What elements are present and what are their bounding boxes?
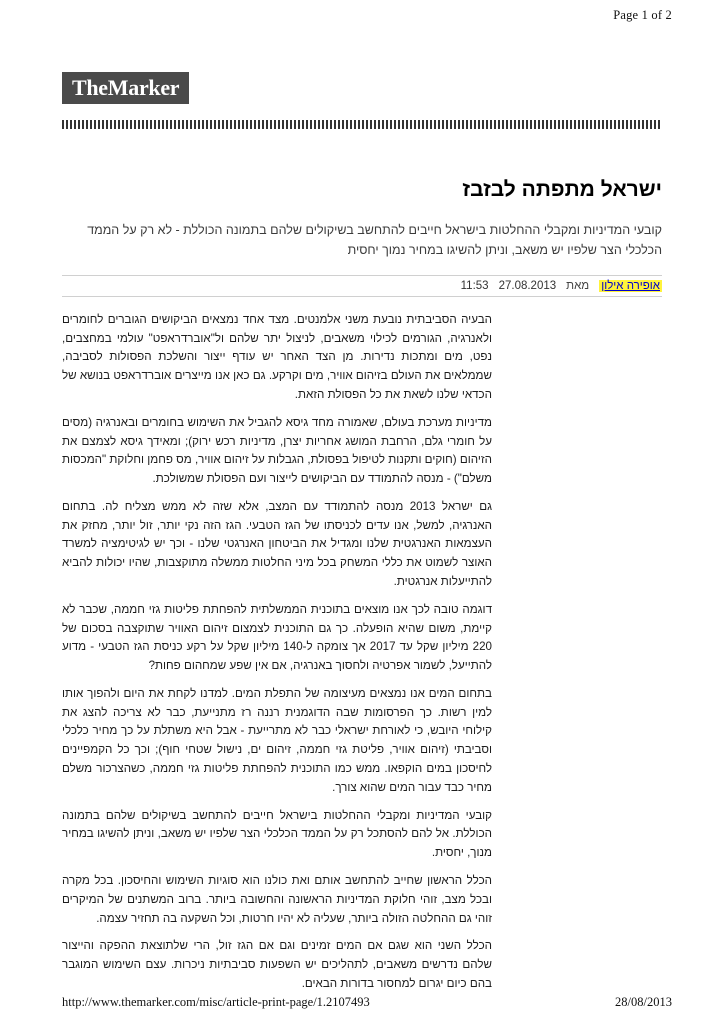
dashed-rule: [62, 120, 662, 129]
themarker-logo: [62, 72, 189, 104]
article-paragraph: הכלל השני הוא שגם אם המים זמינים וגם אם הגז זול, הרי שלתוצאת ההפקה והייצור שלהם נדרשים משאבים, לתהליכים יש השפעות סביבתיות ניכרות. עצם השימוש המוגבר בהם כיום יגרום למחסור בדורות הבאים.: [62, 939, 492, 990]
byline-time: 11:53: [460, 279, 489, 292]
article-headline: ישראל מתפתה לבזבז: [462, 178, 662, 202]
article-text-column: [62, 311, 492, 994]
article-paragraph: בתחום המים אנו נמצאים מעיצומה של התפלת המים. למדנו לקחת את היום ולהפוך אותו למין רשות. כך הפרסומות שבה הדוגמנית רננה רז מתנייעת, כבר לא צריכה להצג את קילוחי היובש, כי לאורחת ישראלי כבר לא מתרייעת - אבל היא משתלת על כך מחיר כלכלי וסביבתי (זיהום אוויר, פליטת גזי חממה, זיהום ים, נישול שטחי חוף); וכך כל הקמפיינים לחיסכון במים הוקפאו. ממש כמו התוכנית להפחתת פליטות גזי חממה, כשהצרכור משלם מחיר כבד עבור המים שהוא צורך.: [62, 686, 492, 794]
masthead-divider: [62, 120, 662, 132]
page-content: [62, 72, 662, 1003]
article-body: [62, 176, 662, 993]
article-paragraph: הכלל הראשון שחייב להתחשב אותם ואת כולנו הוא סוגיות השימוש והחיסכון. בכל מקרה ובכל מצב, זוהי חלוקת המדיניות הראשונה והחשובה ביותר. ברוב המשתנים של המיקרים זוהי גם ההחלטה הזולה ביותר, שעליה לא יהיו חרטות, וכל השקעה בה תחזיר עצמה.: [62, 873, 492, 925]
page-indicator: Page 1 of 2: [613, 8, 672, 22]
article-paragraph: גם ישראל 2013 מנסה להתמודד עם המצב, אלא שזה לא ממש מצליח לה. בתחום האנרגיה, למשל, אנו עדים לכניסתו של הגז הטבעי. הגז הזה נקי יותר, זול יותר, מחזק את העצמאות האנרגטית שלנו ומגדיל את הביטחון האנרגטי שלנו - וכך יש לגיטימציה למשרד האוצר לשמוט את כללי המשחק בכל מיני החלטות ממשלה מתוקצבות, שהיו יכולות להביא להתייעלות אנרגטית.: [62, 499, 492, 588]
logo-text-the: The: [72, 75, 108, 100]
article-paragraph: דוגמה טובה לכך אנו מוצאים בתוכנית הממשלתית להפחתת פליטות גזי חממה, שכבר לא קיימת, משום שהיא הופעלה. כך גם התוכנית לצמצום זיהום האוויר שתוקצבה בסכום של 220 מיליון שקל עד 2017 אך צומקה ל-140 מיליון שקל על רקע כניסת הגז הטבעי - מדוע להתייעל, לשמור אפרטיה ולחסוך באנרגיה, אם אין שפע שמחהום פחות?: [62, 602, 492, 673]
byline-date: 27.08.2013: [498, 279, 557, 292]
byline: [62, 275, 662, 297]
footer-date: 28/08/2013: [615, 995, 672, 1009]
article-paragraph: קובעי המדיניות ומקבלי ההחלטות בישראל חייבים להתחשב בשיקולים שלהם בתמונה הכוללת. אל להם להסתכל רק על הממד הכלכלי הצר שלפיו יש משאב, וניתן להשיגו במחיר מנוך, יחסית.: [62, 808, 492, 860]
logo-text-marker: Marker: [107, 75, 180, 100]
footer-url: http://www.themarker.com/misc/article-print-page/1.2107493: [62, 995, 370, 1009]
article-paragraph: הבעיה הסביבתית נובעת משני אלמנטים. מצד אחד נמצאים הביקושים הגוברים לחומרים ולאנרגיה, הגורמים לכילוי משאבים, לניצול יתר שלהם ול"אוברדראפט" עולמי במחצבים, נפט, מים ומתכות נדירות. מן הצד האחר יש עודף ייצור והשלכת הפסולות לסביבה, שממלאים את העולם בזיהום אוויר, מים וקרקע. גם כאן אנו מייצרים אוברדראפט בנושא של הכדאי שלנו לשאת את כל הפסולת הזאת.: [62, 312, 492, 401]
author-link[interactable]: אופירה אילון: [601, 279, 660, 292]
article-paragraph: מדיניות מערכת בעולם, שאמורה מחד גיסא להגביל את השימוש בחומרים ובאנרגיה (מסים על חומרי גלם, הרחבת המושג אחריות יצרן, מדיניות רכש ירוק); ומאידך גיסא לצמצם את הזיהום (חוקים ותקנות לטיפול בפסולת, הגבלות על זיהום אוויר, מס פחמן וחלוקת "המכסות משלם") - מנסה להתמודד עם הביקושים לייצור ועם הפסולת שמשולכת.: [62, 415, 492, 486]
article-standfirst: קובעי המדיניות ומקבלי ההחלטות בישראל חייבים להתחשב בשיקולים שלהם בתמונה הכוללת - לא רק על הממד הכלכלי הצר שלפיו יש משאב, וניתן להשיגו במחיר נמוך יחסית: [87, 222, 662, 258]
print-footer: [0, 995, 724, 1010]
byline-label: מאת: [566, 279, 590, 292]
